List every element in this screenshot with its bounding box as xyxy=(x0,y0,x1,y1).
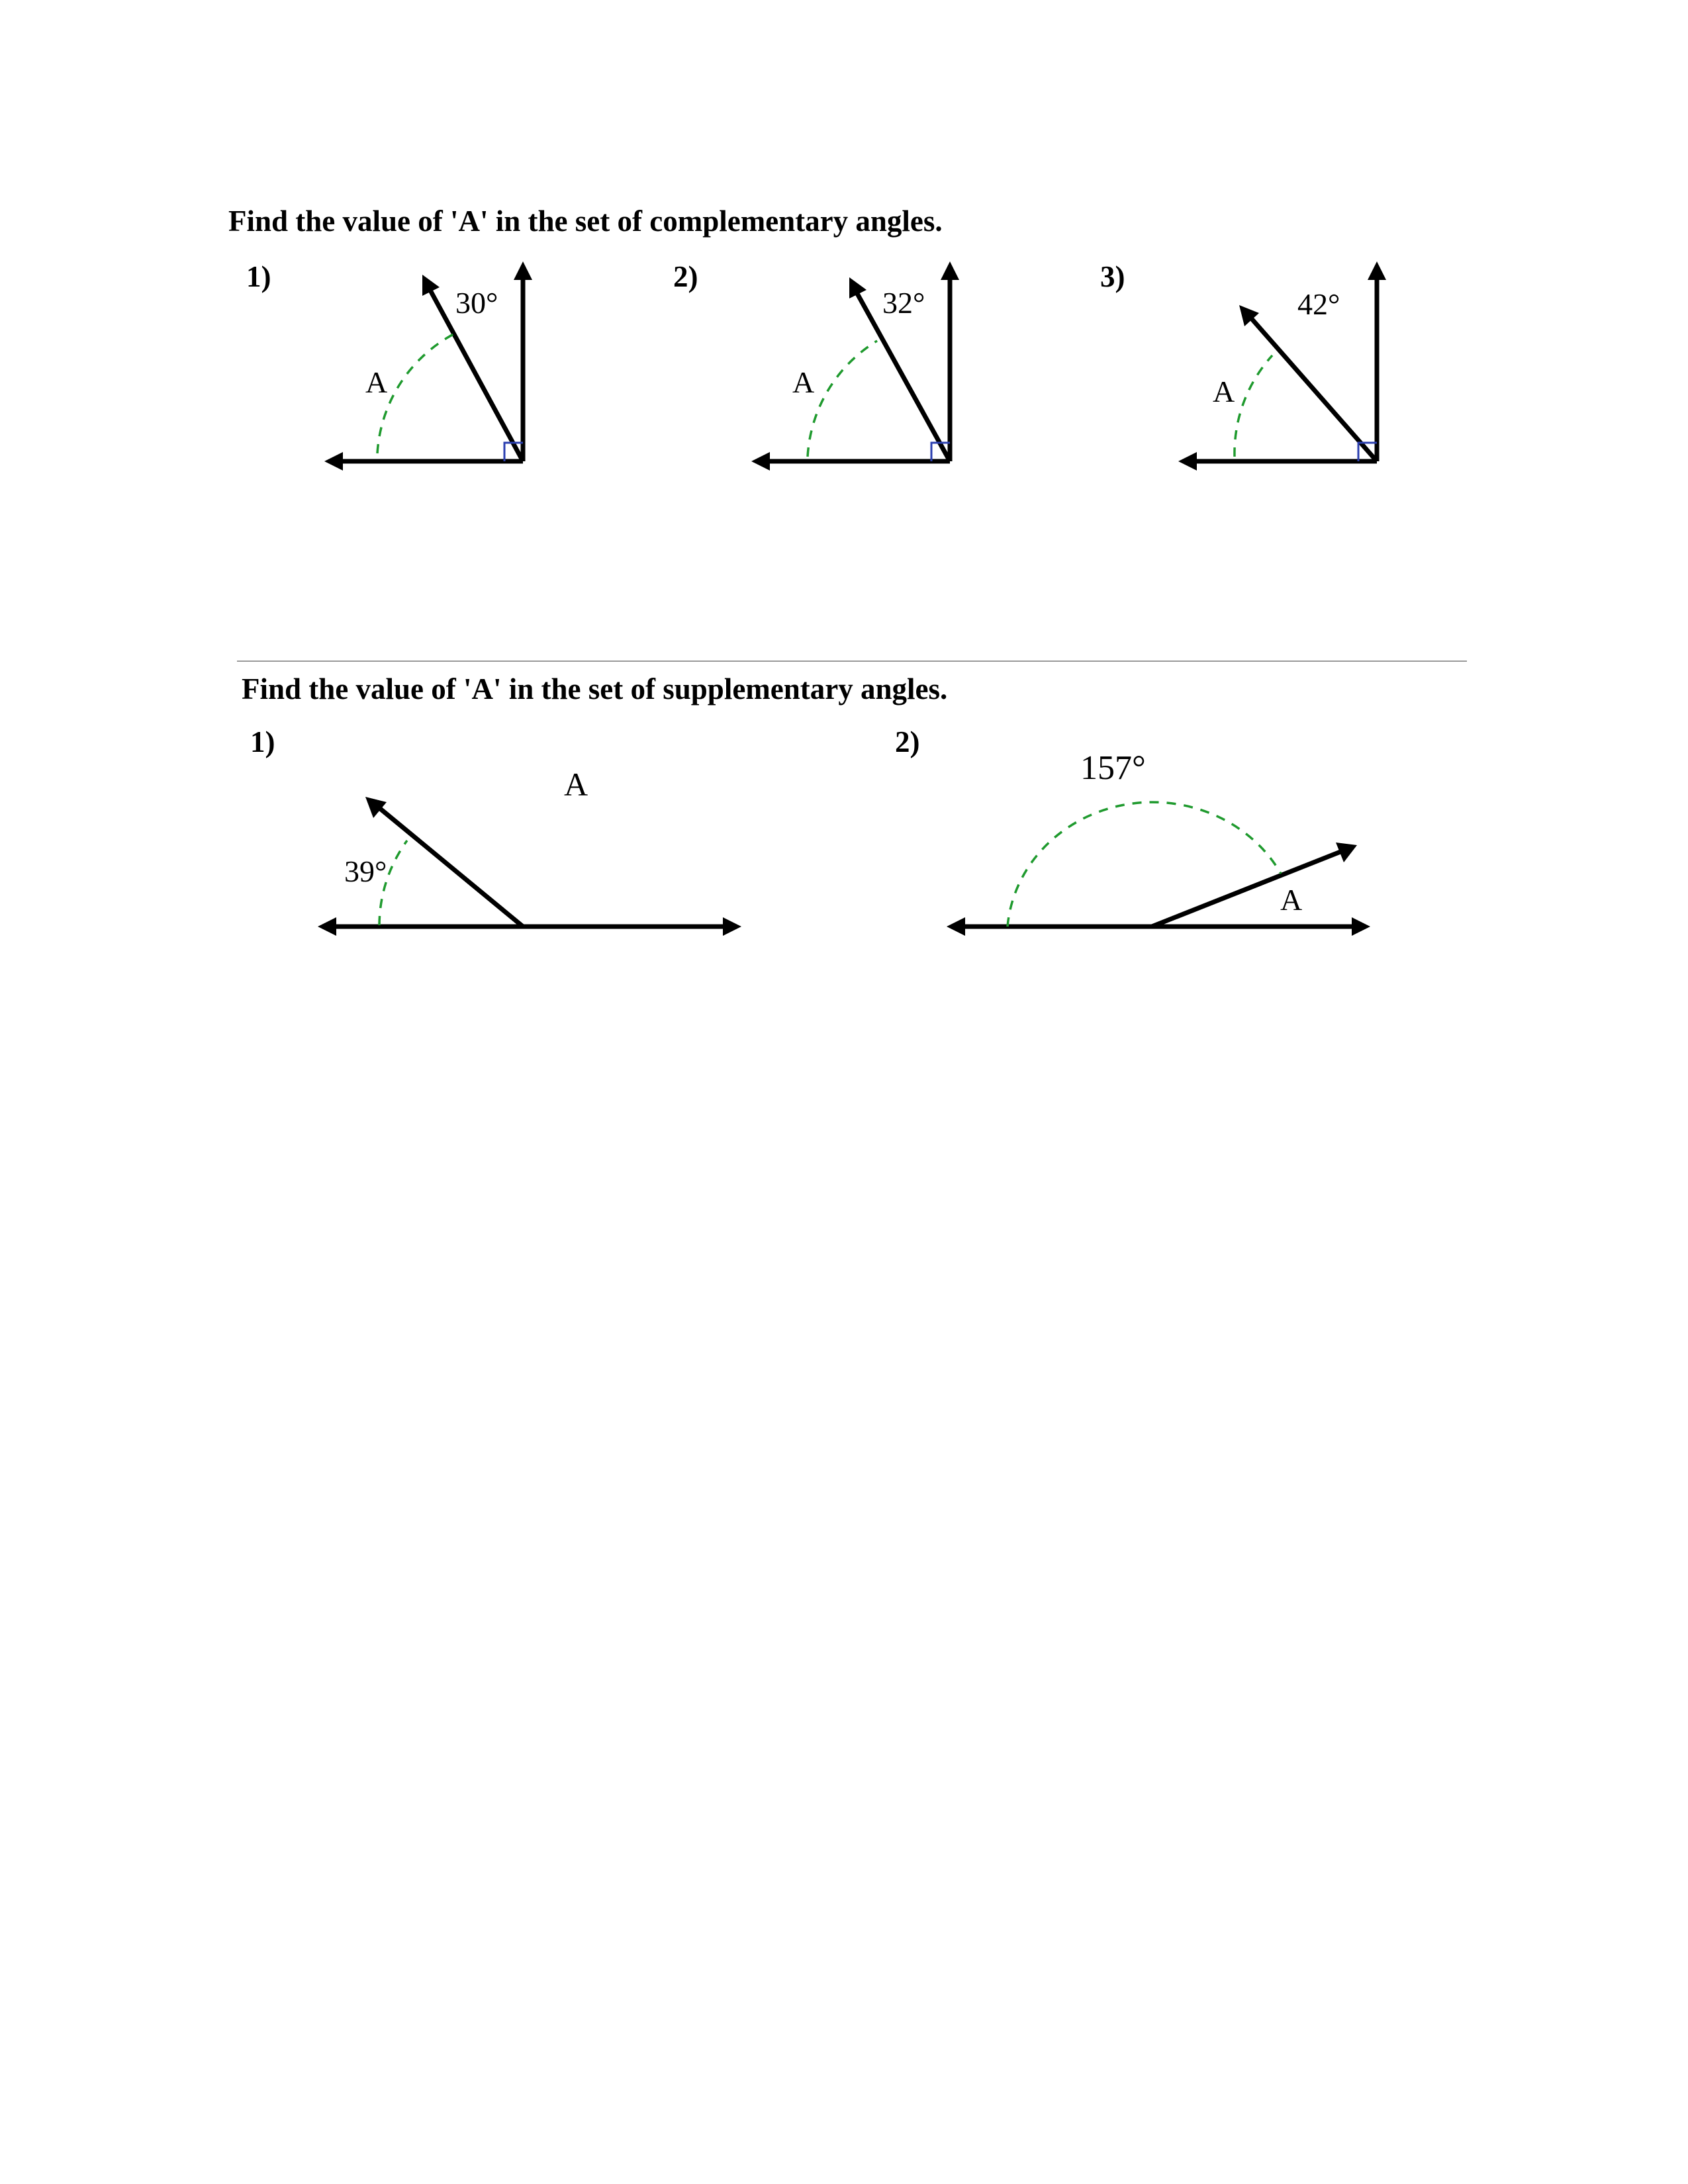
arrow-head xyxy=(1178,452,1197,471)
unknown-angle-label: A xyxy=(564,766,588,803)
unknown-angle-label: A xyxy=(365,365,388,399)
arrow-head xyxy=(751,452,770,471)
supplementary-heading: Find the value of 'A' in the set of supplementary angles. xyxy=(242,672,948,705)
problem-number: 3) xyxy=(1100,260,1125,293)
given-angle-label: 157° xyxy=(1080,749,1146,787)
arrow-head xyxy=(1368,261,1386,280)
arrow-head xyxy=(1352,917,1370,936)
complementary-heading: Find the value of 'A' in the set of complementary angles. xyxy=(228,205,943,238)
given-angle-label: 32° xyxy=(882,286,925,320)
angle-arc xyxy=(1008,802,1281,927)
complementary-figure-1 xyxy=(311,255,549,486)
arrow-head xyxy=(723,917,741,936)
unknown-angle-label: A xyxy=(1213,375,1235,408)
complementary-figure-3 xyxy=(1165,255,1403,486)
arrow-head xyxy=(947,917,965,936)
arrow-head xyxy=(318,917,336,936)
unknown-angle-label: A xyxy=(1280,883,1303,917)
unknown-angle-label: A xyxy=(792,365,815,399)
given-angle-label: 39° xyxy=(344,854,387,888)
problem-number: 2) xyxy=(673,260,698,293)
arrow-head xyxy=(324,452,343,471)
angle-arc xyxy=(1235,355,1272,457)
supplementary-figure-2 xyxy=(933,738,1383,956)
problem-number: 2) xyxy=(895,725,920,758)
given-angle-label: 42° xyxy=(1297,287,1340,321)
given-angle-label: 30° xyxy=(455,286,498,320)
slanted-ray xyxy=(1152,850,1344,927)
problem-number: 1) xyxy=(250,725,275,758)
arrow-head xyxy=(941,261,959,280)
slanted-ray xyxy=(379,807,523,927)
section-divider xyxy=(237,660,1467,662)
angle-arc xyxy=(377,334,453,453)
arrow-head xyxy=(365,797,387,818)
problem-number: 1) xyxy=(246,260,271,293)
slanted-ray xyxy=(1248,314,1377,461)
complementary-figure-2 xyxy=(738,255,976,486)
angle-arc xyxy=(808,341,877,457)
supplementary-figure-1 xyxy=(305,741,755,953)
arrow-head xyxy=(514,261,532,280)
